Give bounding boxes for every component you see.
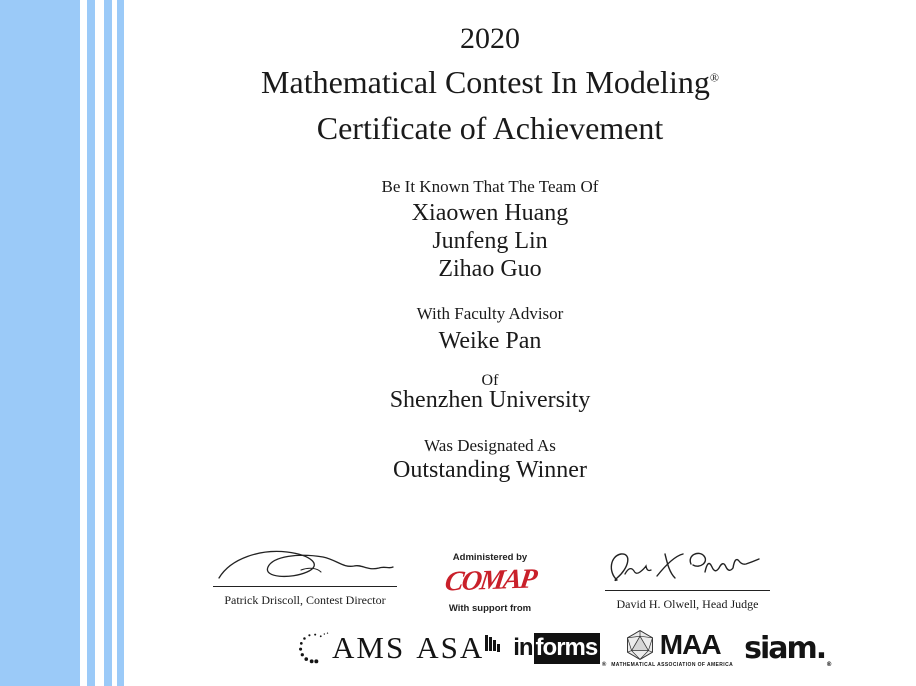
certificate-title-text: Mathematical Contest In Modeling — [261, 64, 710, 100]
maa-caption: MATHEMATICAL ASSOCIATION OF AMERICA — [611, 661, 734, 668]
maa-label: MAA — [659, 628, 721, 660]
advisor-intro-label: With Faculty Advisor — [416, 304, 564, 323]
certificate-subtitle: Certificate of Achievement — [316, 110, 664, 146]
blue-stripe — [104, 0, 112, 686]
signature-line — [605, 590, 770, 591]
certificate-year: 2020 — [460, 22, 520, 55]
administered-by-block — [426, 552, 554, 614]
team-member-name: Zihao Guo — [438, 256, 542, 282]
asa-label: ASA — [416, 630, 485, 665]
head-judge-signature-icon — [605, 546, 770, 590]
director-signature-icon — [213, 546, 397, 586]
registered-trademark-mark: ® — [826, 660, 833, 668]
registered-trademark-mark: ® — [709, 70, 719, 85]
maa-logo — [611, 629, 733, 668]
head-judge-signature-block — [605, 546, 770, 612]
support-from-label: With support from — [448, 603, 532, 614]
head-judge-caption: David H. Olwell, Head Judge — [616, 597, 759, 611]
designation-intro-label: Was Designated As — [424, 436, 556, 455]
contest-director-signature-block — [213, 546, 397, 608]
designation-title: Outstanding Winner — [393, 457, 587, 483]
siam-label: siam. — [744, 630, 826, 666]
registered-trademark-mark: ® — [601, 661, 607, 668]
ams-logo — [296, 629, 405, 667]
team-member-name: Junfeng Lin — [432, 228, 548, 254]
administered-by-label: Administered by — [452, 552, 528, 563]
contest-director-caption: Patrick Driscoll, Contest Director — [224, 593, 386, 607]
informs-in-label: in — [513, 634, 533, 661]
informs-forms-label: forms — [534, 633, 601, 664]
left-blue-band — [0, 0, 80, 686]
comap-logo: COMAP — [442, 563, 538, 598]
icosahedron-icon — [624, 629, 656, 661]
bar-chart-icon — [485, 635, 502, 661]
team-member-name: Xiaowen Huang — [411, 200, 569, 226]
institution-name: Shenzhen University — [389, 387, 591, 413]
certificate-title — [130, 64, 850, 101]
siam-logo — [744, 630, 833, 668]
ams-label: AMS — [332, 630, 406, 665]
blue-stripe — [117, 0, 124, 686]
of-label: Of — [481, 372, 499, 389]
informs-logo — [513, 633, 607, 668]
dotted-spiral-icon — [296, 629, 332, 667]
sponsor-logos-row — [296, 626, 833, 670]
signature-line — [213, 586, 397, 587]
blue-stripe — [87, 0, 95, 686]
team-intro-label: Be It Known That The Team Of — [381, 177, 599, 196]
advisor-name: Weike Pan — [438, 328, 542, 354]
asa-logo — [416, 630, 502, 666]
